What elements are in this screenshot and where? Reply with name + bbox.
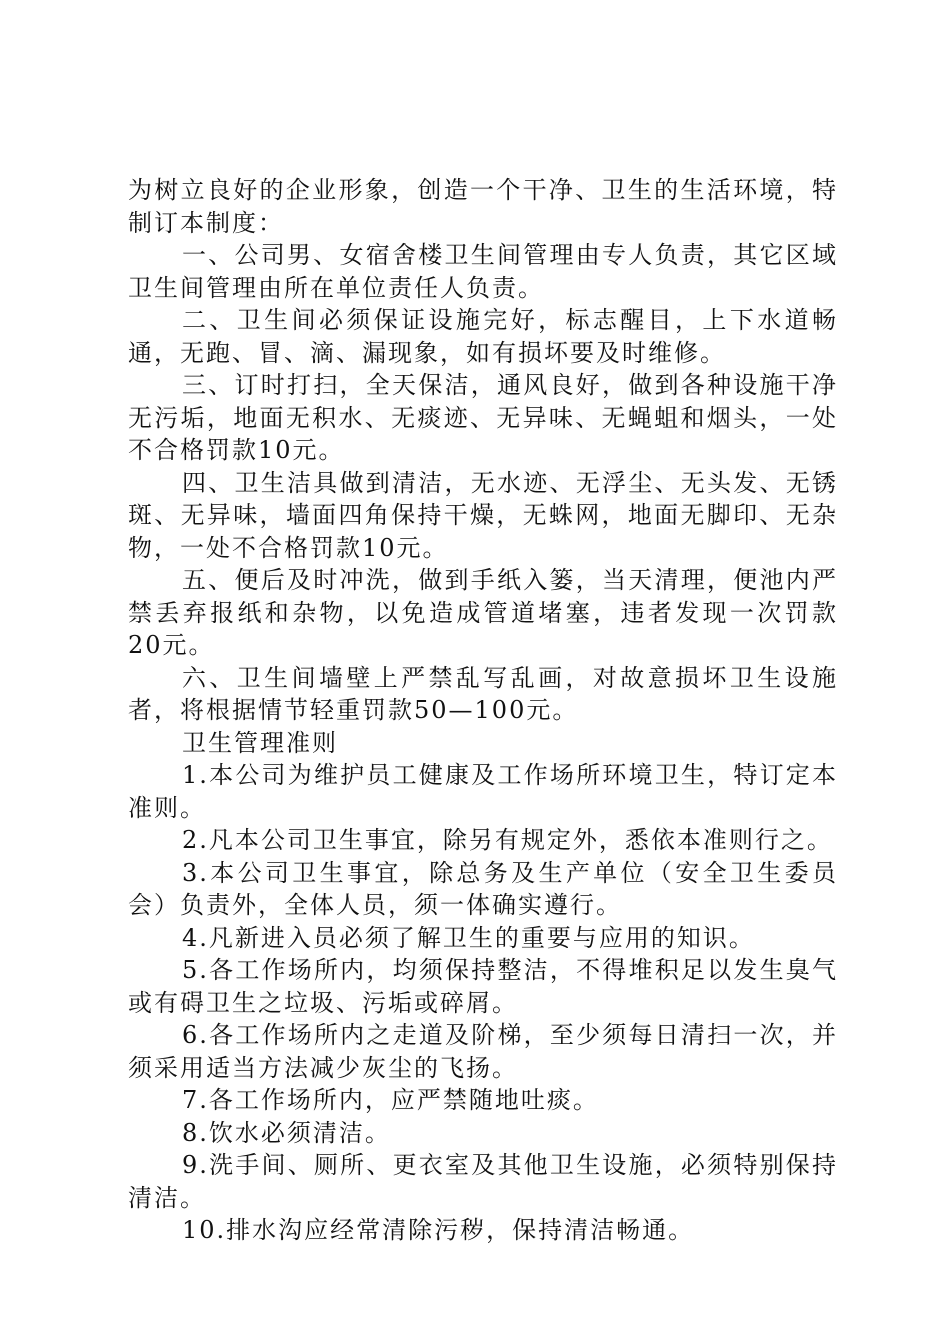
article-paragraph-6: 6.各工作场所内之走道及阶梯，至少须每日清扫一次，并须采用适当方法减少灰尘的飞扬。 (128, 1021, 838, 1082)
article-paragraph-1: 1.本公司为维护员工健康及工作场所环境卫生，特订定本准则。 (128, 761, 838, 822)
rule-paragraph-3: 三、订时打扫，全天保洁，通风良好，做到各种设施干净无污垢，地面无积水、无痰迹、无异味、无蝇蛆和烟头，一处不合格罚款10元。 (128, 371, 838, 464)
article-paragraph-7: 7.各工作场所内，应严禁随地吐痰。 (182, 1086, 599, 1114)
document-body (128, 174, 838, 1247)
article-paragraph-8: 8.饮水必须清洁。 (182, 1118, 391, 1147)
rule-paragraph-6: 六、卫生间墙壁上严禁乱写乱画，对故意损坏卫生设施者，将根据情节轻重罚款50—100元。 (128, 663, 838, 724)
section-title: 卫生管理准则 (182, 728, 338, 757)
article-paragraph-3: 3.本公司卫生事宜，除总务及生产单位（安全卫生委员会）负责外，全体人员，须一体确实遵行。 (128, 858, 838, 919)
rule-paragraph-1: 一、公司男、女宿舍楼卫生间管理由专人负责，其它区域卫生间管理由所在单位责任人负责。 (128, 241, 838, 302)
article-paragraph-2: 2.凡本公司卫生事宜，除另有规定外，悉依本准则行之。 (182, 826, 833, 854)
rule-paragraph-5: 五、便后及时冲洗，做到手纸入篓，当天清理，便池内严禁丢弃报纸和杂物，以免造成管道堵塞，违者发现一次罚款20元。 (128, 566, 838, 659)
article-paragraph-9: 9.洗手间、厕所、更衣室及其他卫生设施，必须特别保持清洁。 (128, 1151, 838, 1212)
rule-paragraph-2: 二、卫生间必须保证设施完好，标志醒目，上下水道畅通，无跑、冒、滴、漏现象，如有损坏要及时维修。 (128, 306, 838, 367)
article-paragraph-10: 10.排水沟应经常清除污秽，保持清洁畅通。 (182, 1216, 695, 1244)
rule-paragraph-4: 四、卫生洁具做到清洁，无水迹、无浮尘、无头发、无锈斑、无异味，墙面四角保持干燥，无蛛网，地面无脚印、无杂物，一处不合格罚款10元。 (128, 468, 838, 562)
article-paragraph-5: 5.各工作场所内，均须保持整洁，不得堆积足以发生臭气或有碍卫生之垃圾、污垢或碎屑。 (128, 956, 838, 1017)
intro-paragraph: 为树立良好的企业形象，创造一个干净、卫生的生活环境，特制订本制度： (128, 176, 838, 237)
article-paragraph-4: 4.凡新进入员必须了解卫生的重要与应用的知识。 (182, 923, 755, 952)
